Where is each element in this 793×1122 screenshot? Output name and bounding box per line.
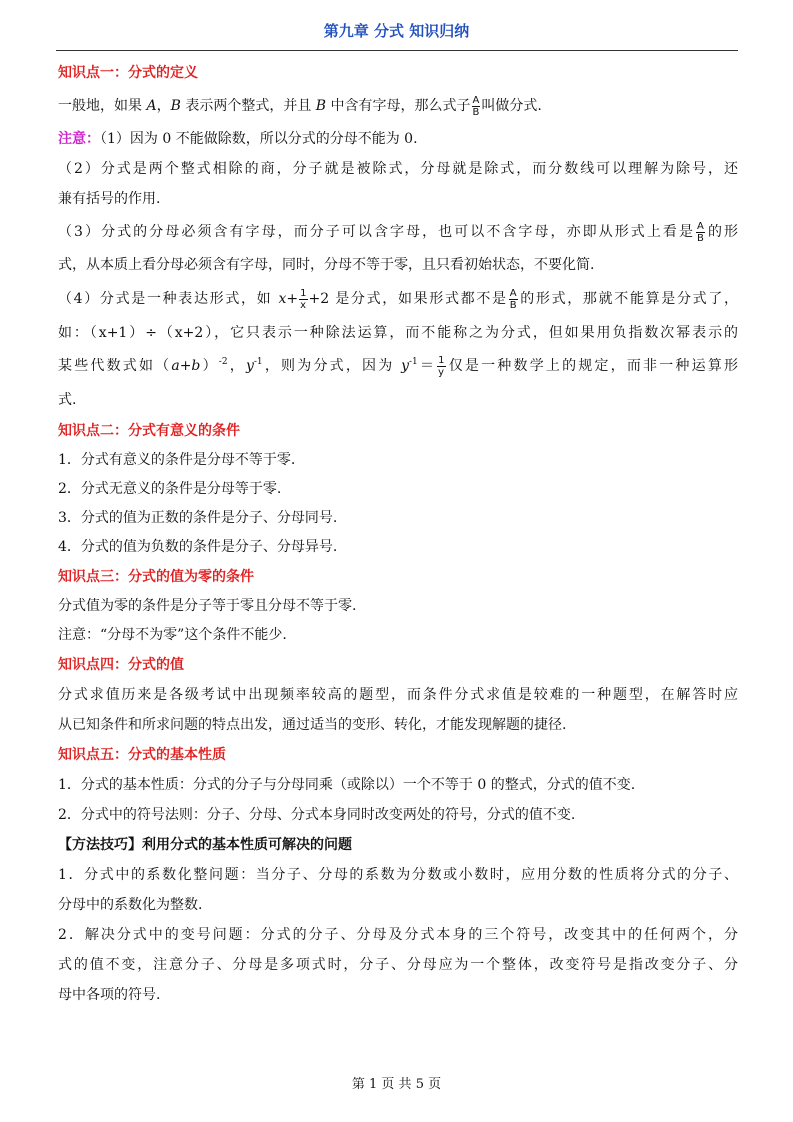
kp1-note-2b: 兼有括号的作用. xyxy=(58,191,161,207)
kp1-note-4b: 如：（x+1）÷（x+2），它只表示一种除法运算，而不能称之为分式，但如果用负指数次幂表示的 xyxy=(58,325,738,341)
kp1-note-4d: 式. xyxy=(58,392,77,408)
kp1-definition xyxy=(58,88,738,124)
text-run: 某些代数式如（ xyxy=(58,358,172,374)
method-line-1a: 1．分式中的系数化整问题：当分子、分母的系数为分数或小数时，应用分数的性质将分式的分子、 xyxy=(58,867,738,883)
document-body xyxy=(58,58,738,1010)
note-label: 注意： xyxy=(58,131,100,147)
text-run: ， xyxy=(227,358,246,374)
text-run: ＝ xyxy=(417,358,437,374)
var-a-plus-b: a+b xyxy=(171,358,201,374)
text-run: ） xyxy=(200,358,219,374)
page-title: 第九章 分式 知识归纳 xyxy=(323,22,470,40)
var-y: y xyxy=(245,358,254,374)
text-run: 仅是一种数学上的规定，而非一种运算形 xyxy=(446,358,739,374)
text-run: 的形式，那就不能算是分式了， xyxy=(518,291,739,307)
kp1-note-3b: 式，从本质上看分母必须含有字母，同时，分母不等于零，且只看初始状态，不要化简. xyxy=(58,257,595,273)
kp1-note-2a: （2）分式是两个整式相除的商，分子就是被除式，分母就是除式，而分数线可以理解为除号，还 xyxy=(58,161,738,177)
text-run: + xyxy=(286,291,299,307)
var-b: B xyxy=(170,98,181,114)
page-footer: 第 1 页 共 5 页 xyxy=(351,1077,442,1092)
var-a: A xyxy=(146,98,157,114)
kp1-note-4c xyxy=(58,348,738,384)
kp3-line-2: 注意：“分母不为零”这个条件不能少. xyxy=(58,627,287,643)
text-run: 一般地，如果 xyxy=(58,98,147,114)
exponent: -2 xyxy=(218,357,228,367)
text-run: 中含有字母，那么式子 xyxy=(326,98,471,114)
text-run: （3）分式的分母必须含有字母，而分子可以含字母，也可以不含字母，亦即从形式上看是 xyxy=(58,224,696,240)
var-b: B xyxy=(315,98,327,114)
kp1-note-4a xyxy=(58,280,738,318)
kp2-item-4: 4．分式的值为负数的条件是分子、分母异号. xyxy=(58,539,338,555)
kp2-heading: 知识点二：分式有意义的条件 xyxy=(58,423,240,439)
text-run: 叫做分式. xyxy=(481,98,542,114)
method-line-2c: 母中各项的符号. xyxy=(58,987,161,1003)
exponent: -1 xyxy=(408,357,418,367)
kp1-note-1 xyxy=(58,124,738,154)
kp3-line-1: 分式值为零的条件是分子等于零且分母不等于零. xyxy=(58,598,357,614)
header-divider xyxy=(56,50,738,51)
kp5-line-2: 2．分式中的符号法则：分子、分母、分式本身同时改变两处的符号，分式的值不变. xyxy=(58,807,576,823)
text-run: 的形 xyxy=(705,224,739,240)
fraction-a-over-b: $\frac{A}{B}$ xyxy=(472,94,480,118)
method-heading: 【方法技巧】利用分式的基本性质可解决的问题 xyxy=(58,837,352,853)
text-run: （4）分式是一种表达形式，如 xyxy=(58,291,279,307)
var-x: x xyxy=(278,291,287,307)
kp1-note-3a xyxy=(58,214,738,250)
kp4-line-2: 从已知条件和所求问题的特点出发，通过适当的变形、转化，才能发现解题的捷径. xyxy=(58,717,567,733)
text-run: （1）因为 0 不能做除数，所以分式的分母不能为 0. xyxy=(100,131,418,147)
kp4-line-1: 分式求值历来是各级考试中出现频率较高的题型，而条件分式求值是较难的一种题型，在解答时应 xyxy=(58,687,738,703)
kp4-heading: 知识点四：分式的值 xyxy=(58,657,184,673)
var-y: y xyxy=(401,358,409,374)
kp1-heading: 知识点一：分式的定义 xyxy=(58,65,198,81)
text-run: 表示两个整式，并且 xyxy=(180,98,316,114)
exponent: -1 xyxy=(253,357,263,367)
fraction-a-over-b: $\frac{A}{B}$ xyxy=(697,220,704,244)
text-run: ，则为分式，因为 xyxy=(262,358,402,374)
kp5-heading: 知识点五：分式的基本性质 xyxy=(58,747,226,763)
text-run: ， xyxy=(156,98,171,114)
kp2-item-1: 1．分式有意义的条件是分母不等于零. xyxy=(58,452,296,468)
method-line-2b: 式的值不变，注意分子、分母是多项式时，分子、分母应为一个整体，改变符号是指改变分子、分 xyxy=(58,957,738,973)
text-run: +2 是分式，如果形式都不是 xyxy=(308,291,508,307)
fraction-a-over-b: $\frac{A}{B}$ xyxy=(509,287,517,311)
fraction-1-over-y: $\frac{1}{y}$ xyxy=(438,354,445,378)
method-line-2a: 2．解决分式中的变号问题：分式的分子、分母及分式本身的三个符号，改变其中的任何两个，分 xyxy=(58,927,738,943)
kp2-item-2: 2．分式无意义的条件是分母等于零. xyxy=(58,481,282,497)
fraction-1-over-x: $\frac{1}{x}$ xyxy=(300,287,307,311)
method-line-1b: 分母中的系数化为整数. xyxy=(58,897,203,913)
kp3-heading: 知识点三：分式的值为零的条件 xyxy=(58,569,254,585)
kp5-line-1: 1．分式的基本性质：分式的分子与分母同乘（或除以）一个不等于 0 的整式，分式的值不变. xyxy=(58,777,636,793)
kp2-item-3: 3．分式的值为正数的条件是分子、分母同号. xyxy=(58,510,338,526)
